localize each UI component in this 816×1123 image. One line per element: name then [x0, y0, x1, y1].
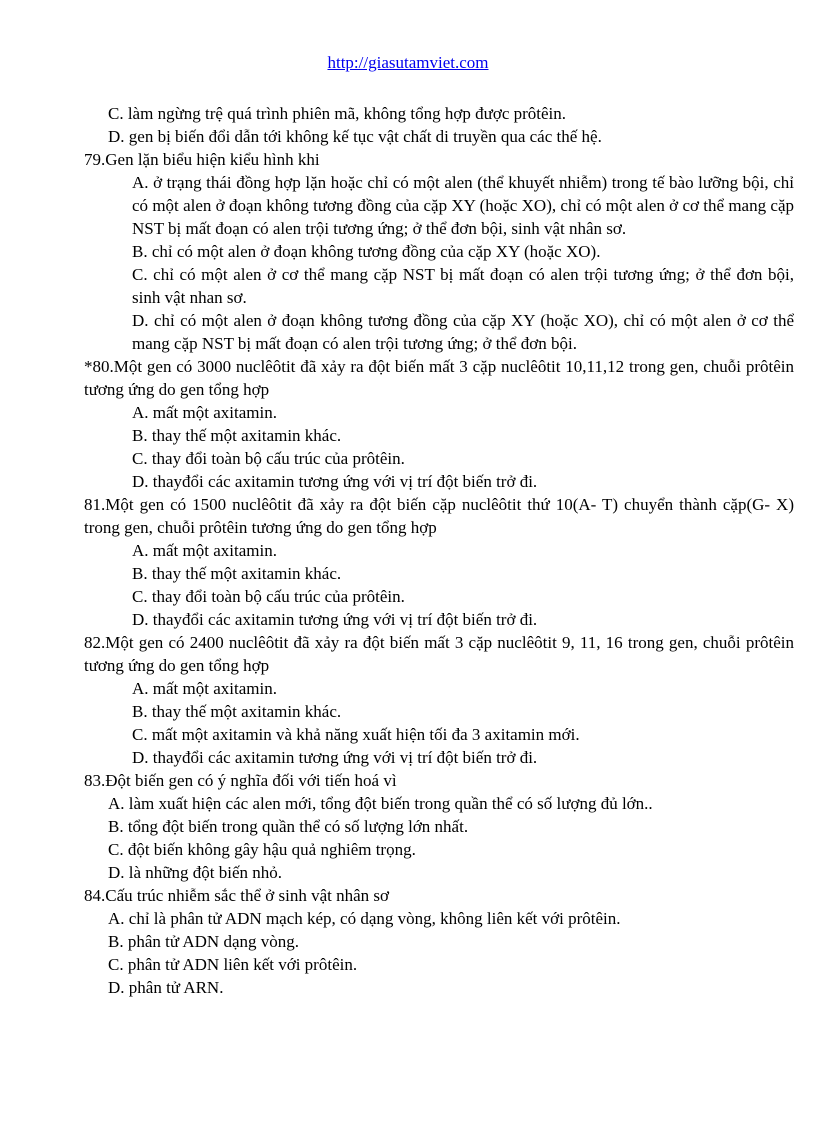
question-80-option-a: A. mất một axitamin.: [132, 403, 277, 422]
prev-option-c: C. làm ngừng trệ quá trình phiên mã, không tổng hợp được prôtêin.: [108, 104, 567, 123]
question-79-option-b: B. chỉ có một alen ở đoạn không tương đồng của cặp XY (hoặc XO).: [132, 242, 601, 261]
question-83-option-a: A. làm xuất hiện các alen mới, tổng đột biến trong quần thể có số lượng đủ lớn..: [108, 794, 653, 813]
question-83: [84, 769, 794, 884]
question-81: [84, 493, 794, 631]
question-79-option-c: C. chỉ có một alen ở cơ thể mang cặp NST bị mất đoạn có alen trội tương ứng; ở thể đơn bội, sinh vật nhan sơ.: [132, 265, 794, 307]
question-79-option-d: D. chỉ có một alen ở đoạn không tương đồng của cặp XY (hoặc XO), chỉ có một alen ở cơ thể mang cặp NST bị mất đoạn có alen trội tương ứng; ở thể đơn bội.: [132, 311, 794, 353]
question-83-option-b: B. tổng đột biến trong quần thể có số lượng lớn nhất.: [108, 817, 469, 836]
question-84-option-a: A. chỉ là phân tử ADN mạch kép, có dạng vòng, không liên kết với prôtêin.: [108, 909, 621, 928]
question-83-option-d: D. là những đột biến nhỏ.: [108, 863, 283, 882]
question-79-option-a: A. ở trạng thái đồng hợp lặn hoặc chỉ có một alen (thể khuyết nhiễm) trong tế bào lưỡng bội, chỉ có một alen ở đoạn không tương đồng của cặp XY (hoặc XO), chỉ có một alen ở cơ thể mang cặp NST bị mất đoạn có alen trội tương ứng; ở thể đơn bội, sinh vật nhân sơ.: [132, 173, 794, 238]
question-82-option-c: C. mất một axitamin và khả năng xuất hiện tối đa 3 axitamin mới.: [132, 725, 580, 744]
question-84-option-c: C. phân tử ADN liên kết với prôtêin.: [108, 955, 358, 974]
question-81-option-a: A. mất một axitamin.: [132, 541, 277, 560]
question-80-option-b: B. thay thế một axitamin khác.: [132, 426, 342, 445]
question-84-title: 84.Cấu trúc nhiễm sắc thể ở sinh vật nhân sơ: [84, 886, 390, 905]
question-84-option-d: D. phân tử ARN.: [108, 978, 224, 997]
site-url-link[interactable]: http://giasutamviet.com: [327, 53, 489, 72]
question-80-option-c: C. thay đổi toàn bộ cấu trúc của prôtêin.: [132, 449, 405, 468]
question-80-option-d: D. thayđổi các axitamin tương ứng với vị trí đột biến trở đi.: [132, 472, 538, 491]
question-81-option-c: C. thay đổi toàn bộ cấu trúc của prôtêin.: [132, 587, 405, 606]
question-80: [84, 355, 794, 493]
prev-option-d: D. gen bị biến đổi dẫn tới không kế tục vật chất di truyền qua các thế hệ.: [108, 127, 602, 146]
question-81-title: 81.Một gen có 1500 nuclêôtit đã xảy ra đột biến cặp nuclêôtit thứ 10(A- T) chuyển thành cặp(G- X) trong gen, chuỗi prôtêin tương ứng do gen tổng hợp: [84, 495, 794, 537]
question-82-option-b: B. thay thế một axitamin khác.: [132, 702, 342, 721]
question-83-title: 83.Đột biến gen có ý nghĩa đối với tiến hoá vì: [84, 771, 397, 790]
question-82-title: 82.Một gen có 2400 nuclêôtit đã xảy ra đột biến mất 3 cặp nuclêôtit 9, 11, 16 trong gen, chuỗi prôtêin tương ứng do gen tổng hợp: [84, 633, 794, 675]
question-80-title: *80.Một gen có 3000 nuclêôtit đã xảy ra đột biến mất 3 cặp nuclêôtit 10,11,12 trong gen, chuỗi prôtêin tương ứng do gen tổng hợp: [84, 357, 794, 399]
question-79-title: 79.Gen lặn biểu hiện kiểu hình khi: [84, 150, 320, 169]
question-82: [84, 631, 794, 769]
question-81-option-b: B. thay thế một axitamin khác.: [132, 564, 342, 583]
question-84-option-b: B. phân tử ADN dạng vòng.: [108, 932, 300, 951]
question-82-option-a: A. mất một axitamin.: [132, 679, 277, 698]
document-body: [84, 102, 794, 999]
question-83-option-c: C. đột biến không gây hậu quả nghiêm trọng.: [108, 840, 416, 859]
question-82-option-d: D. thayđổi các axitamin tương ứng với vị trí đột biến trở đi.: [132, 748, 538, 767]
question-84: [84, 884, 794, 999]
question-79: [84, 148, 794, 355]
question-81-option-d: D. thayđổi các axitamin tương ứng với vị trí đột biến trở đi.: [132, 610, 538, 629]
